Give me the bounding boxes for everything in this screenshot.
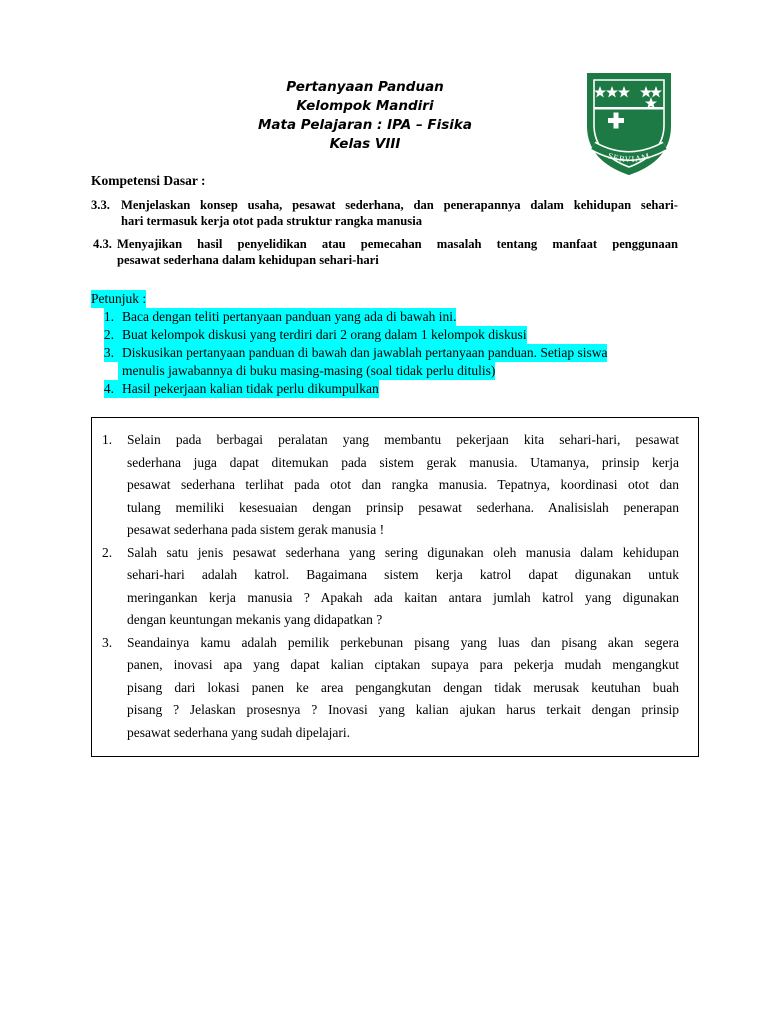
questions-list (102, 429, 679, 744)
question-text-line: panen, inovasi apa yang dapat kalian ciptakan supaya para pekerja mudah mengangkut (127, 657, 679, 672)
question-text-line: pisang dari lokasi panen ke area pengangkutan dengan tidak merusak keutuhan buah (127, 679, 679, 695)
instruction-item (91, 380, 607, 398)
question-text-line: Seandainya kamu adalah pemilik perkebunan pisang yang luas dan pisang akan segera (127, 634, 679, 650)
document-header (230, 78, 500, 154)
svg-text:SERVIAM: SERVIAM (606, 150, 652, 165)
header-subject: Mata Pelajaran : IPA – Fisika (257, 117, 473, 133)
question-item (102, 632, 679, 745)
instruction-item (91, 344, 607, 380)
kompetensi-text: Menyajikan hasil penyelidikan atau pemecahan masalah tentang manfaat penggunaan (117, 237, 678, 251)
question-text-line: tulang memiliki kesesuaian dengan prinsip pesawat sederhana. Analisislah penerapan (127, 499, 679, 515)
question-item (102, 542, 679, 632)
kompetensi-text: Menjelaskan konsep usaha, pesawat sederhana, dan penerapannya dalam kehidupan sehari- (121, 198, 678, 212)
instruction-text: Buat kelompok diskusi yang terdiri dari 2 orang dalam 1 kelompok diskusi (118, 326, 527, 344)
instruction-number: 4. (104, 380, 118, 398)
instruction-number: 2. (104, 326, 118, 344)
question-text-line: Selain pada berbagai peralatan yang membantu pekerjaan kita sehari-hari, pesawat (127, 432, 679, 447)
header-group-type: Kelompok Mandiri (296, 98, 434, 114)
kompetensi-number: 3.3. (91, 198, 110, 212)
questions-box (91, 417, 699, 757)
instruction-text-continued: menulis jawabannya di buku masing-masing (soal tidak perlu ditulis) (118, 362, 495, 380)
question-number: 3. (102, 634, 113, 650)
kompetensi-text-continued: hari termasuk kerja otot pada struktur rangka manusia (121, 214, 422, 228)
instructions-title: Petunjuk : (91, 291, 147, 306)
question-text-line: sehari-hari adalah katrol. Bagaimana sistem kerja katrol dapat digunakan untuk (127, 567, 679, 582)
instruction-number: 3. (104, 344, 118, 362)
question-text-line: sederhana juga dapat ditemukan pada sistem gerak manusia. Utamanya, prinsip kerja (127, 454, 679, 470)
question-number: 1. (102, 432, 113, 447)
instructions (91, 290, 607, 398)
instruction-item (91, 326, 607, 344)
question-text-line: meringankan kerja manusia ? Apakah ada kaitan antara jumlah katrol yang digunakan (127, 589, 679, 605)
instruction-text: Diskusikan pertanyaan panduan di bawah dan jawablah pertanyaan panduan. Setiap siswa (118, 344, 607, 362)
kompetensi-title: Kompetensi Dasar : (91, 173, 206, 188)
question-text-line: Salah satu jenis pesawat sederhana yang sering digunakan oleh manusia dalam kehidupan (127, 544, 679, 560)
header-class: Kelas VIII (329, 136, 401, 152)
header-title: Pertanyaan Panduan (286, 79, 444, 95)
question-item (102, 429, 679, 542)
instruction-number: 1. (104, 308, 118, 326)
kompetensi-text-continued: pesawat sederhana dalam kehidupan sehari-hari (117, 253, 379, 267)
kompetensi-number: 4.3. (93, 237, 112, 251)
instruction-text: Hasil pekerjaan kalian tidak perlu dikumpulkan (118, 380, 379, 398)
question-text-line: pesawat sederhana terlihat pada otot dan rangka manusia. Tepatnya, koordinasi otot dan (127, 477, 679, 492)
question-text-line: pesawat sederhana pada sistem gerak manusia ! (127, 522, 385, 537)
instruction-item (91, 308, 607, 326)
school-logo-icon (585, 68, 673, 178)
question-number: 2. (102, 544, 113, 560)
question-text-line: dengan keuntungan mekanis yang didapatkan ? (127, 612, 383, 627)
kompetensi-item (91, 197, 678, 229)
question-text-line: pisang ? Jelaskan prosesnya ? Inovasi yang kalian ajukan harus terkait dengan prinsip (127, 702, 679, 717)
kompetensi-item (93, 236, 678, 268)
question-text-line: pesawat sederhana yang sudah dipelajari. (127, 724, 351, 740)
instruction-text: Baca dengan teliti pertanyaan panduan yang ada di bawah ini. (118, 308, 456, 326)
